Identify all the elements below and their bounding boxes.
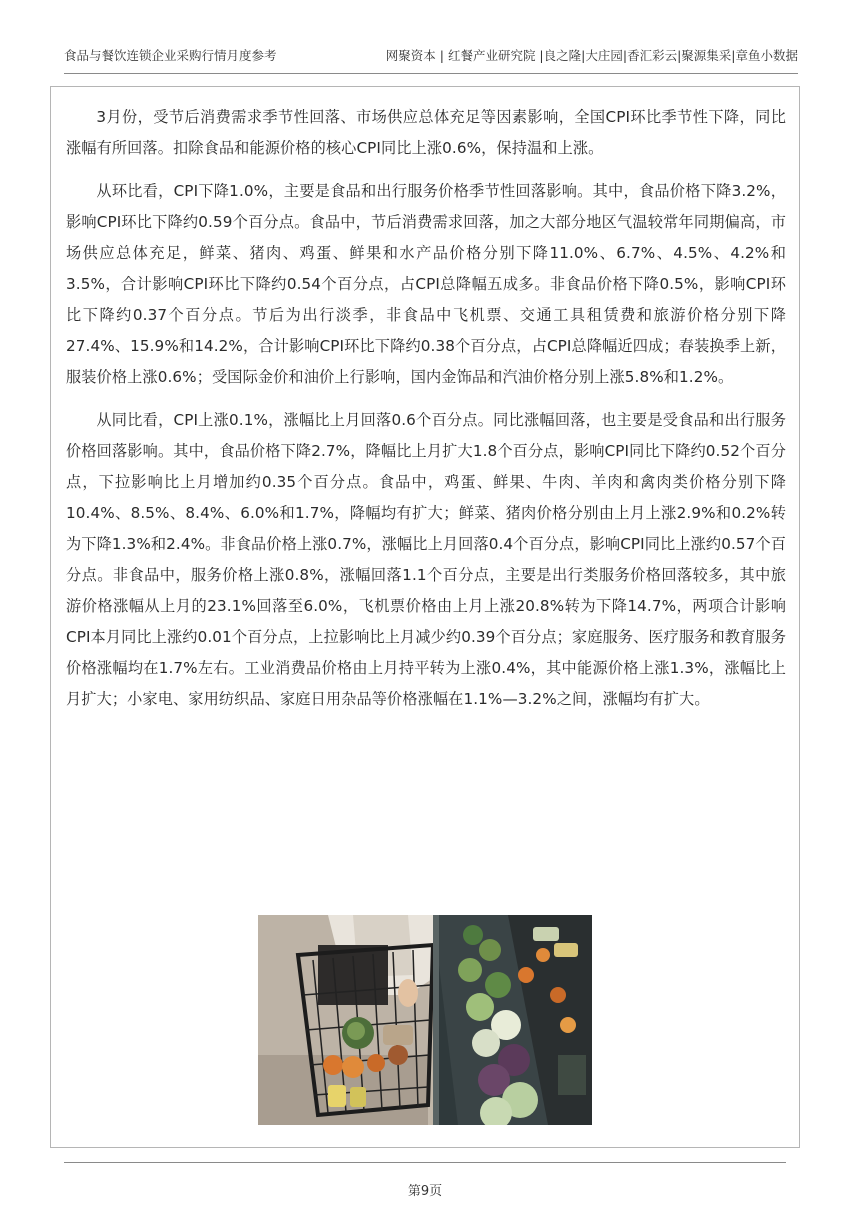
header-partners: 网聚资本 | 红餐产业研究院 |良之隆|大庄园|香汇彩云|聚源集采|章鱼小数据	[385, 48, 798, 63]
supermarket-photo	[258, 915, 592, 1125]
running-header	[64, 40, 798, 74]
paragraph-cpi-summary: 3月份，受节后消费需求季节性回落、市场供应总体充足等因素影响，全国CPI环比季节性下降，同比涨幅有所回落。扣除食品和能源价格的核心CPI同比上涨0.6%，保持温和上涨。	[66, 108, 786, 157]
header-report-title: 食品与餐饮连锁企业采购行情月度参考	[64, 48, 277, 63]
paragraph-year-on-year: 从同比看，CPI上涨0.1%，涨幅比上月回落0.6个百分点。同比涨幅回落，也主要是受食品和出行服务价格回落影响。其中，食品价格下降2.7%，降幅比上月扩大1.8个百分点，影响CPI同比下降约0.52个百分点，下拉影响比上月增加约0.35个百分点。食品中，鸡蛋、鲜果、牛肉、羊肉和禽肉类价格分别下降10.4%、8.5%、8.4%、6.0%和1.7%，降幅均有扩大；鲜菜、猪肉价格分别由上月上涨2.9%和0.2%转为下降1.3%和2.4%。非食品价格上涨0.7%，涨幅比上月回落0.4个百分点，影响CPI同比上涨约0.57个百分点。非食品中，服务价格上涨0.8%，涨幅回落1.1个百分点，主要是出行类服务价格回落较多，其中旅游价格涨幅从上月的23.1%回落至6.0%，飞机票价格由上月上涨20.8%转为下降14.7%，两项合计影响CPI本月同比上涨约0.01个百分点，上拉影响比上月减少约0.39个百分点；家庭服务、医疗服务和教育服务价格涨幅均在1.7%左右。工业消费品价格由上月持平转为上涨0.4%，其中能源价格上涨1.3%，涨幅比上月扩大；小家电、家用纺织品、家庭日用杂品等价格涨幅在1.1%—3.2%之间，涨幅均有扩大。	[66, 411, 786, 708]
body-text	[66, 102, 786, 715]
footer-divider	[64, 1162, 786, 1163]
page-number: 第9页	[407, 1184, 443, 1199]
paragraph-month-on-month: 从环比看，CPI下降1.0%，主要是食品和出行服务价格季节性回落影响。其中，食品价格下降3.2%，影响CPI环比下降约0.59个百分点。食品中，节后消费需求回落，加之大部分地区气温较常年同期偏高，市场供应总体充足，鲜菜、猪肉、鸡蛋、鲜果和水产品价格分别下降11.0%、6.7%、4.5%、4.2%和3.5%，合计影响CPI环比下降约0.54个百分点，占CPI总降幅五成多。非食品价格下降0.5%，影响CPI环比下降约0.37个百分点。节后为出行淡季，非食品中飞机票、交通工具租赁费和旅游价格分别下降27.4%、15.9%和14.2%，合计影响CPI环比下降约0.38个百分点，占CPI总降幅近四成；春装换季上新，服装价格上涨0.6%；受国际金价和油价上行影响，国内金饰品和汽油价格分别上涨5.8%和1.2%。	[66, 182, 786, 386]
